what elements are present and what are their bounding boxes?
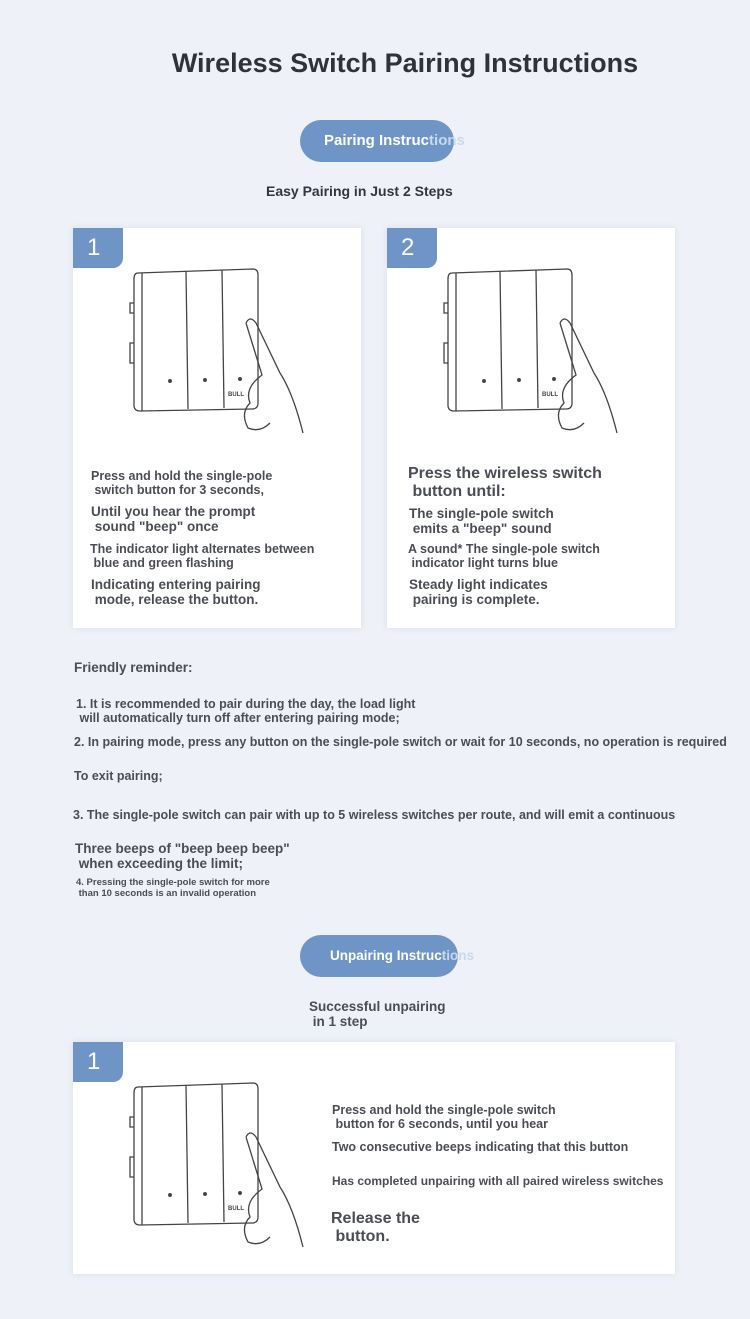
page-title: Wireless Switch Pairing Instructions — [171, 48, 639, 78]
reminder-item: 4. Pressing the single-pole switch for more than 10 seconds is an invalid operation — [76, 877, 270, 899]
svg-text:BULL: BULL — [228, 392, 244, 398]
step-text: Two consecutive beeps indicating that this button — [332, 1140, 629, 1154]
badge-text-fade: tions — [429, 132, 465, 149]
reminder-item: To exit pairing; — [74, 769, 163, 783]
switch-drawing — [128, 263, 328, 443]
reminder-item: 2. In pairing mode, press any button on the single-pole switch or wait for 10 seconds, no operation is required — [74, 735, 727, 749]
step-text: The indicator light alternates between blue and green flashing — [90, 542, 315, 570]
step-text: Until you hear the prompt sound "beep" once — [91, 504, 256, 535]
pairing-instructions-badge — [300, 120, 465, 162]
step-text: Indicating entering pairing mode, release the button. — [91, 577, 261, 608]
step-text: Press and hold the single-pole switch button for 3 seconds, — [91, 469, 273, 497]
pairing-step-2-card — [387, 228, 675, 628]
switch-hand-illustration — [442, 263, 642, 448]
badge-text: Pairing Instruc — [324, 132, 430, 149]
svg-text:BULL: BULL — [542, 392, 558, 398]
reminder-heading: Friendly reminder: — [74, 660, 193, 675]
step-text: The single-pole switch emits a "beep" sound — [409, 506, 554, 537]
step-text: Steady light indicates pairing is complete. — [409, 577, 548, 608]
unpairing-step-card — [73, 1042, 675, 1274]
badge-text: Unpairing Instruc — [330, 948, 442, 963]
switch-hand-illustration — [128, 1077, 328, 1262]
reminder-item: 3. The single-pole switch can pair with up to 5 wireless switches per route, and will emit a continuous — [73, 808, 676, 822]
step-text: Release the button. — [331, 1210, 420, 1245]
step-number: 1 — [73, 228, 123, 268]
pairing-step-1-card — [73, 228, 361, 628]
step-number: 1 — [73, 1042, 123, 1082]
reminder-item: Three beeps of "beep beep beep" when exceeding the limit; — [75, 841, 290, 872]
step-text: A sound* The single-pole switch indicator light turns blue — [408, 542, 600, 570]
switch-drawing — [128, 1077, 328, 1257]
step-number: 2 — [387, 228, 437, 268]
step-text: Press the wireless switch button until: — [408, 465, 602, 500]
switch-hand-illustration — [128, 263, 328, 448]
step-text: Press and hold the single-pole switch button for 6 seconds, until you hear — [332, 1103, 556, 1131]
step-text: Has completed unpairing with all paired wireless switches — [332, 1174, 664, 1188]
unpairing-subtitle: Successful unpairing in 1 step — [309, 999, 446, 1030]
pairing-subtitle: Easy Pairing in Just 2 Steps — [266, 183, 453, 199]
switch-drawing — [442, 263, 642, 443]
reminder-item: 1. It is recommended to pair during the day, the load light will automatically turn off after entering pairing mode; — [76, 697, 416, 725]
unpairing-instructions-badge — [300, 935, 475, 977]
svg-text:BULL: BULL — [228, 1206, 244, 1212]
badge-text-fade: tions — [441, 948, 475, 963]
